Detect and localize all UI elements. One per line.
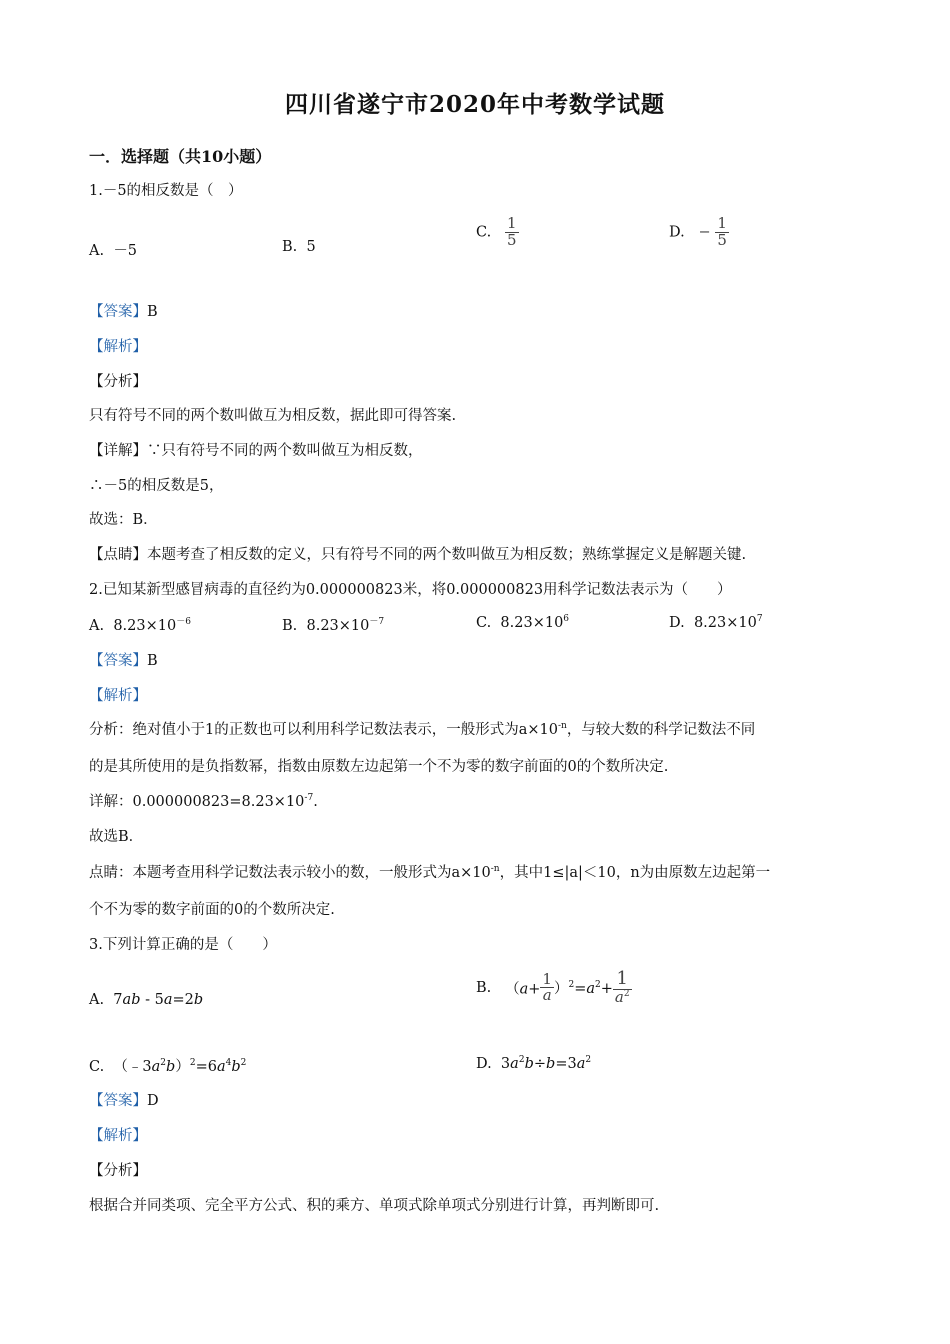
- q3-option-d: D. $3a^2b\div b=3a^2$: [476, 1055, 592, 1072]
- answer-value: B: [147, 653, 158, 669]
- q3-fenxi: 根据合并同类项、完全平方公式、积的乘方、单项式除单项式分别进行计算，再判断即可.: [89, 1198, 660, 1214]
- fraction: $\frac{1}{a^2}$: [614, 968, 630, 1006]
- option-label: D.: [669, 224, 685, 241]
- q1-therefore: ∴－5的相反数是5，: [89, 478, 224, 494]
- question-2-stem: 2.已知某新型感冒病毒的直径约为0.000000823米，将0.000000823用科学记数法表示为（ ）: [89, 582, 732, 598]
- q1-fenxi: 只有符号不同的两个数叫做互为相反数，据此即可得答案.: [89, 408, 457, 424]
- answer-value: D: [147, 1093, 159, 1109]
- q3-analysis-tag: 【解析】: [89, 1128, 147, 1144]
- exponent: －7: [369, 617, 385, 627]
- fraction: $\frac{1}{5}$: [717, 214, 727, 249]
- q2-option-b: [282, 614, 384, 634]
- q1-fenxi-tag: 【分析】: [89, 374, 147, 390]
- option-label: A.: [89, 992, 105, 1008]
- q3-option-a: A. 7ab - 5a=2b: [89, 992, 204, 1008]
- q1-option-a: [89, 239, 137, 260]
- exponent: 7: [756, 614, 763, 624]
- fraction: $\frac{1}{5}$: [507, 214, 517, 249]
- q2-comment-line2: 个不为零的数字前面的0的个数所决定.: [89, 902, 335, 918]
- exponent: -n: [557, 721, 567, 732]
- option-text: －5: [113, 243, 138, 259]
- exponent: -n: [490, 864, 500, 875]
- comment-text: 本题考查了相反数的定义，只有符号不同的两个数叫做互为相反数；熟练掌握定义是解题关键.: [147, 547, 747, 563]
- option-label: A.: [89, 617, 105, 634]
- answer-tag: 【答案】: [89, 653, 147, 669]
- option-label: B.: [476, 979, 492, 996]
- option-label: B.: [282, 617, 298, 634]
- q2-detail: 详解：$0.000000823=8.23\times 10^{-7}$.: [89, 793, 318, 810]
- comment-tag: 【点睛】: [89, 547, 147, 563]
- detail-tag: 【详解】: [89, 443, 147, 459]
- q1-comment: [89, 543, 746, 564]
- q3-answer: [89, 1089, 159, 1110]
- page-title: 四川省遂宁市2020年中考数学试题: [284, 91, 665, 118]
- exponent: 6: [563, 614, 570, 624]
- q1-answer: [89, 300, 158, 321]
- q3-option-c: C. $(﹣3a^2b)^2=6a^4b^2$: [89, 1058, 247, 1075]
- option-text: 8.23×10: [306, 617, 370, 634]
- fraction: $\frac{1}{a}$: [542, 969, 552, 1005]
- q1-option-c: [476, 216, 519, 249]
- q2-answer: [89, 649, 158, 670]
- question-3-stem: 3.下列计算正确的是（ ）: [89, 937, 277, 953]
- q2-fenxi-line2: 的是其所使用的是负指数幂，指数由原数左边起第一个不为零的数字前面的0的个数所决定.: [89, 759, 669, 775]
- q2-comment-line1: 点睛：本题考查用科学记数法表示较小的数，一般形式为$a\times 10^{-n}$，其中1≤|a|＜10，n为由原数左边起第一: [89, 864, 771, 881]
- q3-option-b: B. （a+ $\frac{1}{a}$ ）$^2=a^2+$ $\frac{1}{a^2}$: [476, 968, 630, 1006]
- q2-fenxi-line1: 分析：绝对值小于1的正数也可以利用科学记数法表示，一般形式为$a\times 10^{-n}$，与较大数的科学记数法不同: [89, 721, 756, 738]
- minus-sign: −: [698, 224, 711, 241]
- option-text: 8.23×10: [500, 614, 564, 631]
- exponent: －6: [176, 617, 191, 627]
- q1-option-d: [669, 216, 729, 249]
- q2-option-c: [476, 614, 569, 631]
- option-text: 8.23×10: [693, 614, 757, 631]
- answer-tag: 【答案】: [89, 1093, 147, 1109]
- q2-choose: 故选B．: [89, 829, 144, 845]
- q1-choose: 故选：B．: [89, 512, 158, 528]
- q1-option-b: [282, 239, 316, 255]
- q2-analysis-tag: 【解析】: [89, 688, 147, 704]
- option-text: 8.23×10: [113, 617, 177, 634]
- option-label: D.: [476, 1055, 492, 1072]
- q2-option-d: [669, 614, 763, 631]
- option-label: B.: [282, 239, 298, 255]
- q2-option-a: [89, 614, 191, 634]
- q3-fenxi-tag: 【分析】: [89, 1163, 147, 1179]
- section-heading: 一．选择题（共10小题）: [89, 147, 272, 166]
- option-text: 5: [306, 239, 316, 255]
- option-label: C.: [476, 614, 492, 631]
- answer-tag: 【答案】: [89, 304, 147, 320]
- option-label: A.: [89, 243, 105, 259]
- detail-text: ∵只有符号不同的两个数叫做互为相反数，: [147, 443, 423, 459]
- answer-value: B: [147, 304, 158, 320]
- option-label: C.: [89, 1059, 105, 1075]
- q1-analysis-tag: 【解析】: [89, 339, 147, 355]
- q1-detail: [89, 439, 423, 460]
- option-label: C.: [476, 224, 492, 241]
- option-label: D.: [669, 614, 685, 631]
- exponent: -7: [304, 793, 314, 804]
- question-1-stem: 1.－5的相反数是（ ）: [89, 183, 243, 199]
